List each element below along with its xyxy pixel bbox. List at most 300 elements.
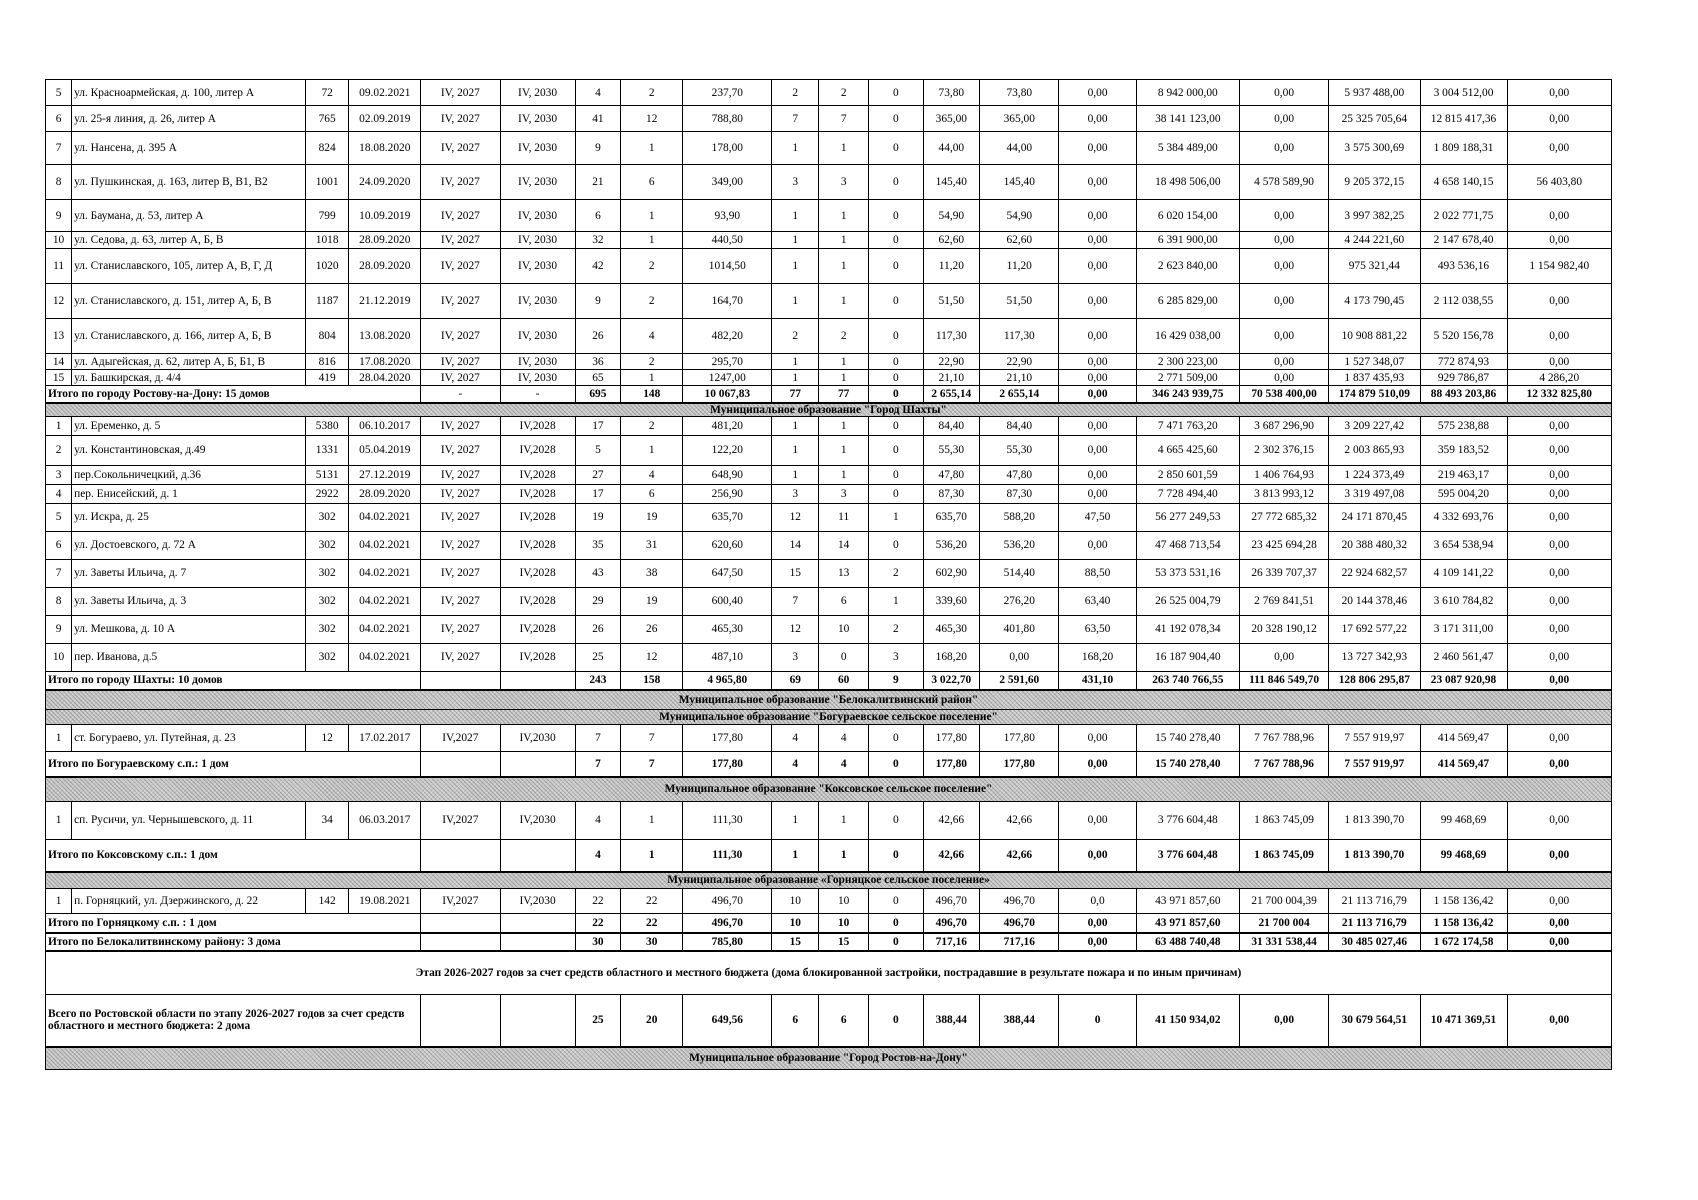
apartments-count: 6 xyxy=(621,484,683,503)
fund-source-4: 0,00 xyxy=(1507,587,1612,615)
rooms-total: 2 xyxy=(772,319,819,354)
rooms-total: 1 xyxy=(772,465,819,484)
rooms-remaining: 2 xyxy=(869,615,923,643)
plan-end: IV, 2030 xyxy=(500,232,575,249)
table-row xyxy=(46,165,1612,200)
area-total: 44,00 xyxy=(923,132,980,165)
rooms-resettled: 10 xyxy=(819,615,869,643)
cost-total: 7 471 763,20 xyxy=(1136,416,1239,435)
rooms-resettled: 1 xyxy=(819,354,869,370)
address: ул. Адыгейская, д. 62, литер А, Б, Б1, В xyxy=(72,354,306,370)
residents-count: 29 xyxy=(575,587,621,615)
cost-total: 56 277 249,53 xyxy=(1136,503,1239,531)
plan-end: IV,2030 xyxy=(500,801,575,839)
cost-total: 2 850 601,59 xyxy=(1136,465,1239,484)
plan-end: IV, 2030 xyxy=(500,200,575,232)
table-row xyxy=(46,465,1612,484)
fund-source-4: 0,00 xyxy=(1507,933,1612,951)
municipality-title: Муниципальное образование "Белокалитвинский район" xyxy=(46,690,1612,709)
rooms-total: 1 xyxy=(772,370,819,386)
apartments-count: 19 xyxy=(621,503,683,531)
area-number: 816 xyxy=(305,354,349,370)
area-resettled: 514,40 xyxy=(980,559,1059,587)
row-number: 14 xyxy=(46,354,72,370)
area-number: 5380 xyxy=(305,416,349,435)
area-resettled: 42,66 xyxy=(980,839,1059,872)
total-area: 295,70 xyxy=(683,354,772,370)
total-area: 496,70 xyxy=(683,888,772,913)
fund-source-4: 0,00 xyxy=(1507,80,1612,106)
fund-source-1: 1 863 745,09 xyxy=(1239,801,1328,839)
plan-end: IV, 2030 xyxy=(500,80,575,106)
total-area: 177,80 xyxy=(683,751,772,777)
area-resettled: 177,80 xyxy=(980,751,1059,777)
plan-start: - xyxy=(421,386,500,403)
fund-source-4: 0,00 xyxy=(1507,484,1612,503)
address: ул. Станиславского, д. 166, литер А, Б, В xyxy=(72,319,306,354)
rooms-resettled: 1 xyxy=(819,435,869,465)
apartments-count: 19 xyxy=(621,587,683,615)
area-total: 496,70 xyxy=(923,913,980,933)
fund-source-2: 4 173 790,45 xyxy=(1329,284,1420,319)
address: ул. Константиновская, д.49 xyxy=(72,435,306,465)
row-number: 9 xyxy=(46,200,72,232)
rooms-total: 77 xyxy=(772,386,819,403)
fund-source-2: 24 171 870,45 xyxy=(1329,503,1420,531)
plan-start: IV, 2027 xyxy=(421,416,500,435)
fund-source-4: 0,00 xyxy=(1507,671,1612,690)
fund-source-3: 575 238,88 xyxy=(1420,416,1507,435)
rooms-resettled: 1 xyxy=(819,132,869,165)
subtotal-label: Итого по Белокалитвинскому району: 3 дома xyxy=(46,933,421,951)
plan-start: IV, 2027 xyxy=(421,319,500,354)
table-row xyxy=(46,531,1612,559)
cost-total: 15 740 278,40 xyxy=(1136,751,1239,777)
area-total: 365,00 xyxy=(923,106,980,132)
fund-source-3: 88 493 203,86 xyxy=(1420,386,1507,403)
row-number: 3 xyxy=(46,465,72,484)
fund-source-3: 4 109 141,22 xyxy=(1420,559,1507,587)
area-resettled: 55,30 xyxy=(980,435,1059,465)
fund-source-4: 0,00 xyxy=(1507,354,1612,370)
plan-end: IV,2028 xyxy=(500,587,575,615)
row-number: 1 xyxy=(46,801,72,839)
rooms-total: 6 xyxy=(772,994,819,1047)
address: ул. Станиславского, д. 151, литер А, Б, В xyxy=(72,284,306,319)
fund-source-2: 20 144 378,46 xyxy=(1329,587,1420,615)
plan-end: IV, 2030 xyxy=(500,284,575,319)
area-remaining: 0,00 xyxy=(1059,484,1136,503)
fund-source-4: 56 403,80 xyxy=(1507,165,1612,200)
address: ул. Пушкинская, д. 163, литер В, В1, В2 xyxy=(72,165,306,200)
stage-header-row xyxy=(46,951,1612,994)
rooms-remaining: 0 xyxy=(869,913,923,933)
stage-title: Этап 2026-2027 годов за счет средств областного и местного бюджета (дома блокированной застройки, пострадавшие в результате пожара и по иным причинам) xyxy=(46,951,1612,994)
plan-end: IV, 2030 xyxy=(500,354,575,370)
apartments-count: 1 xyxy=(621,839,683,872)
fund-source-4: 0,00 xyxy=(1507,503,1612,531)
row-number: 1 xyxy=(46,724,72,751)
total-area: 1014,50 xyxy=(683,249,772,284)
area-total: 635,70 xyxy=(923,503,980,531)
cost-total: 346 243 939,75 xyxy=(1136,386,1239,403)
plan-start: IV, 2027 xyxy=(421,200,500,232)
fund-source-2: 7 557 919,97 xyxy=(1329,751,1420,777)
row-number: 2 xyxy=(46,435,72,465)
residents-count: 243 xyxy=(575,671,621,690)
fund-source-4: 0,00 xyxy=(1507,888,1612,913)
row-number: 6 xyxy=(46,106,72,132)
apartments-count: 1 xyxy=(621,200,683,232)
plan-end: IV,2028 xyxy=(500,531,575,559)
fund-source-4: 0,00 xyxy=(1507,319,1612,354)
residents-count: 36 xyxy=(575,354,621,370)
municipality-header-row xyxy=(46,777,1612,801)
address: ул. Башкирская, д. 4/4 xyxy=(72,370,306,386)
subtotal-row xyxy=(46,839,1612,872)
area-remaining: 0,00 xyxy=(1059,933,1136,951)
address: ст. Богураево, ул. Путейная, д. 23 xyxy=(72,724,306,751)
date: 28.09.2020 xyxy=(349,232,421,249)
area-resettled: 44,00 xyxy=(980,132,1059,165)
address: ул. Седова, д. 63, литер А, Б, В xyxy=(72,232,306,249)
rooms-remaining: 0 xyxy=(869,319,923,354)
table-row xyxy=(46,80,1612,106)
plan-start: IV, 2027 xyxy=(421,531,500,559)
residents-count: 35 xyxy=(575,531,621,559)
date: 19.08.2021 xyxy=(349,888,421,913)
plan-start: IV,2027 xyxy=(421,888,500,913)
apartments-count: 7 xyxy=(621,751,683,777)
fund-source-2: 17 692 577,22 xyxy=(1329,615,1420,643)
area-resettled: 536,20 xyxy=(980,531,1059,559)
rooms-total: 1 xyxy=(772,200,819,232)
rooms-total: 10 xyxy=(772,913,819,933)
area-resettled: 276,20 xyxy=(980,587,1059,615)
fund-source-4: 0,00 xyxy=(1507,839,1612,872)
row-number: 9 xyxy=(46,615,72,643)
residents-count: 9 xyxy=(575,132,621,165)
total-area: 788,80 xyxy=(683,106,772,132)
plan-end: IV,2028 xyxy=(500,615,575,643)
date: 27.12.2019 xyxy=(349,465,421,484)
fund-source-1: 0,00 xyxy=(1239,354,1328,370)
area-remaining: 0,00 xyxy=(1059,80,1136,106)
plan-end: IV,2028 xyxy=(500,559,575,587)
area-number: 302 xyxy=(305,531,349,559)
area-remaining: 0,00 xyxy=(1059,913,1136,933)
area-remaining: 0,00 xyxy=(1059,249,1136,284)
residents-count: 26 xyxy=(575,615,621,643)
area-total: 465,30 xyxy=(923,615,980,643)
row-number: 11 xyxy=(46,249,72,284)
rooms-remaining: 0 xyxy=(869,232,923,249)
rooms-resettled: 10 xyxy=(819,888,869,913)
row-number: 1 xyxy=(46,416,72,435)
subtotal-row xyxy=(46,913,1612,933)
plan-start xyxy=(421,839,500,872)
address: ул. 25-я линия, д. 26, литер А xyxy=(72,106,306,132)
plan-end: IV, 2030 xyxy=(500,106,575,132)
area-total: 47,80 xyxy=(923,465,980,484)
subtotal-label: Итого по городу Ростову-на-Дону: 15 домов xyxy=(46,386,421,403)
fund-source-1: 0,00 xyxy=(1239,80,1328,106)
rooms-resettled: 13 xyxy=(819,559,869,587)
fund-source-4: 0,00 xyxy=(1507,994,1612,1047)
area-remaining: 0,00 xyxy=(1059,416,1136,435)
apartments-count: 148 xyxy=(621,386,683,403)
area-number: 142 xyxy=(305,888,349,913)
fund-source-3: 23 087 920,98 xyxy=(1420,671,1507,690)
row-number: 4 xyxy=(46,484,72,503)
area-remaining: 0,00 xyxy=(1059,132,1136,165)
fund-source-2: 2 003 865,93 xyxy=(1329,435,1420,465)
area-number: 1020 xyxy=(305,249,349,284)
table-row xyxy=(46,354,1612,370)
table-row xyxy=(46,888,1612,913)
area-number: 824 xyxy=(305,132,349,165)
plan-start: IV, 2027 xyxy=(421,132,500,165)
total-area: 237,70 xyxy=(683,80,772,106)
fund-source-3: 3 171 311,00 xyxy=(1420,615,1507,643)
plan-start: IV,2027 xyxy=(421,724,500,751)
area-number: 12 xyxy=(305,724,349,751)
housing-program-table xyxy=(45,79,1612,1070)
fund-source-1: 0,00 xyxy=(1239,370,1328,386)
table-row xyxy=(46,284,1612,319)
area-total: 62,60 xyxy=(923,232,980,249)
row-number: 13 xyxy=(46,319,72,354)
residents-count: 4 xyxy=(575,801,621,839)
municipality-header-row xyxy=(46,690,1612,709)
fund-source-2: 4 244 221,60 xyxy=(1329,232,1420,249)
fund-source-1: 1 863 745,09 xyxy=(1239,839,1328,872)
rooms-total: 1 xyxy=(772,354,819,370)
fund-source-4: 0,00 xyxy=(1507,801,1612,839)
rooms-remaining: 0 xyxy=(869,354,923,370)
fund-source-1: 7 767 788,96 xyxy=(1239,724,1328,751)
municipality-title: Муниципальное образование «Горняцкое сельское поселение» xyxy=(46,872,1612,888)
fund-source-3: 929 786,87 xyxy=(1420,370,1507,386)
cost-total: 43 971 857,60 xyxy=(1136,913,1239,933)
rooms-remaining: 0 xyxy=(869,994,923,1047)
area-remaining: 0,00 xyxy=(1059,801,1136,839)
area-resettled: 496,70 xyxy=(980,913,1059,933)
area-remaining: 0,00 xyxy=(1059,106,1136,132)
rooms-remaining: 0 xyxy=(869,484,923,503)
table-row xyxy=(46,232,1612,249)
fund-source-3: 219 463,17 xyxy=(1420,465,1507,484)
area-remaining: 0,00 xyxy=(1059,531,1136,559)
area-resettled: 401,80 xyxy=(980,615,1059,643)
area-resettled: 388,44 xyxy=(980,994,1059,1047)
date: 04.02.2021 xyxy=(349,615,421,643)
plan-start: IV, 2027 xyxy=(421,370,500,386)
area-total: 388,44 xyxy=(923,994,980,1047)
total-area: 647,50 xyxy=(683,559,772,587)
cost-total: 2 300 223,00 xyxy=(1136,354,1239,370)
fund-source-1: 21 700 004 xyxy=(1239,913,1328,933)
rooms-total: 4 xyxy=(772,724,819,751)
fund-source-3: 2 022 771,75 xyxy=(1420,200,1507,232)
table-row xyxy=(46,106,1612,132)
cost-total: 63 488 740,48 xyxy=(1136,933,1239,951)
area-resettled: 62,60 xyxy=(980,232,1059,249)
plan-end: IV,2028 xyxy=(500,435,575,465)
plan-end: IV,2028 xyxy=(500,484,575,503)
residents-count: 43 xyxy=(575,559,621,587)
residents-count: 22 xyxy=(575,888,621,913)
fund-source-1: 27 772 685,32 xyxy=(1239,503,1328,531)
plan-start: IV, 2027 xyxy=(421,503,500,531)
rooms-remaining: 0 xyxy=(869,724,923,751)
rooms-resettled: 14 xyxy=(819,531,869,559)
fund-source-1: 0,00 xyxy=(1239,106,1328,132)
rooms-resettled: 4 xyxy=(819,751,869,777)
fund-source-2: 30 485 027,46 xyxy=(1329,933,1420,951)
table-row xyxy=(46,587,1612,615)
rooms-total: 1 xyxy=(772,839,819,872)
rooms-total: 3 xyxy=(772,484,819,503)
area-number: 302 xyxy=(305,587,349,615)
apartments-count: 2 xyxy=(621,354,683,370)
date: 10.09.2019 xyxy=(349,200,421,232)
fund-source-4: 0,00 xyxy=(1507,132,1612,165)
apartments-count: 12 xyxy=(621,106,683,132)
rooms-total: 1 xyxy=(772,232,819,249)
date: 06.10.2017 xyxy=(349,416,421,435)
municipality-header-row xyxy=(46,403,1612,417)
municipality-header-row xyxy=(46,709,1612,724)
apartments-count: 4 xyxy=(621,319,683,354)
apartments-count: 22 xyxy=(621,913,683,933)
plan-end: IV, 2030 xyxy=(500,319,575,354)
row-number: 10 xyxy=(46,643,72,671)
rooms-resettled: 2 xyxy=(819,80,869,106)
cost-total: 6 020 154,00 xyxy=(1136,200,1239,232)
date: 04.02.2021 xyxy=(349,531,421,559)
area-resettled: 717,16 xyxy=(980,933,1059,951)
residents-count: 22 xyxy=(575,913,621,933)
fund-source-2: 9 205 372,15 xyxy=(1329,165,1420,200)
area-total: 717,16 xyxy=(923,933,980,951)
fund-source-1: 0,00 xyxy=(1239,249,1328,284)
fund-source-2: 975 321,44 xyxy=(1329,249,1420,284)
total-area: 440,50 xyxy=(683,232,772,249)
area-remaining: 0,0 xyxy=(1059,888,1136,913)
area-remaining: 0,00 xyxy=(1059,386,1136,403)
fund-source-3: 3 004 512,00 xyxy=(1420,80,1507,106)
area-number: 72 xyxy=(305,80,349,106)
subtotal-row xyxy=(46,933,1612,951)
date: 17.02.2017 xyxy=(349,724,421,751)
rooms-resettled: 4 xyxy=(819,724,869,751)
area-resettled: 51,50 xyxy=(980,284,1059,319)
total-area: 785,80 xyxy=(683,933,772,951)
fund-source-1: 0,00 xyxy=(1239,994,1328,1047)
rooms-resettled: 1 xyxy=(819,232,869,249)
subtotal-label: Итого по Богураевскому с.п.: 1 дом xyxy=(46,751,421,777)
rooms-resettled: 1 xyxy=(819,249,869,284)
fund-source-1: 2 769 841,51 xyxy=(1239,587,1328,615)
residents-count: 7 xyxy=(575,724,621,751)
area-total: 22,90 xyxy=(923,354,980,370)
rooms-total: 14 xyxy=(772,531,819,559)
area-resettled: 84,40 xyxy=(980,416,1059,435)
area-remaining: 0,00 xyxy=(1059,839,1136,872)
date: 13.08.2020 xyxy=(349,319,421,354)
fund-source-3: 493 536,16 xyxy=(1420,249,1507,284)
date: 28.09.2020 xyxy=(349,484,421,503)
cost-total: 3 776 604,48 xyxy=(1136,839,1239,872)
fund-source-2: 20 388 480,32 xyxy=(1329,531,1420,559)
area-total: 339,60 xyxy=(923,587,980,615)
apartments-count: 12 xyxy=(621,643,683,671)
area-resettled: 11,20 xyxy=(980,249,1059,284)
fund-source-2: 5 937 488,00 xyxy=(1329,80,1420,106)
area-remaining: 0,00 xyxy=(1059,232,1136,249)
table-row xyxy=(46,559,1612,587)
fund-source-1: 2 302 376,15 xyxy=(1239,435,1328,465)
fund-source-1: 3 813 993,12 xyxy=(1239,484,1328,503)
area-resettled: 22,90 xyxy=(980,354,1059,370)
plan-end: IV,2028 xyxy=(500,643,575,671)
rooms-remaining: 0 xyxy=(869,435,923,465)
rooms-resettled: 0 xyxy=(819,643,869,671)
fund-source-1: 4 578 589,90 xyxy=(1239,165,1328,200)
fund-source-2: 128 806 295,87 xyxy=(1329,671,1420,690)
subtotal-label: Всего по Ростовской области по этапу 2026-2027 годов за счет средств областного и местного бюджета: 2 дома xyxy=(46,994,421,1047)
area-resettled: 145,40 xyxy=(980,165,1059,200)
rooms-total: 12 xyxy=(772,503,819,531)
table-row xyxy=(46,132,1612,165)
rooms-remaining: 0 xyxy=(869,839,923,872)
cost-total: 47 468 713,54 xyxy=(1136,531,1239,559)
fund-source-3: 99 468,69 xyxy=(1420,801,1507,839)
area-number: 804 xyxy=(305,319,349,354)
apartments-count: 22 xyxy=(621,888,683,913)
plan-start: IV, 2027 xyxy=(421,80,500,106)
residents-count: 26 xyxy=(575,319,621,354)
address: ул. Баумана, д. 53, литер А xyxy=(72,200,306,232)
total-area: 620,60 xyxy=(683,531,772,559)
apartments-count: 2 xyxy=(621,249,683,284)
fund-source-3: 1 672 174,58 xyxy=(1420,933,1507,951)
table-row xyxy=(46,503,1612,531)
fund-source-4: 0,00 xyxy=(1507,751,1612,777)
cost-total: 7 728 494,40 xyxy=(1136,484,1239,503)
area-number: 302 xyxy=(305,559,349,587)
apartments-count: 1 xyxy=(621,801,683,839)
row-number: 5 xyxy=(46,80,72,106)
rooms-resettled: 1 xyxy=(819,200,869,232)
rooms-resettled: 2 xyxy=(819,319,869,354)
date: 21.12.2019 xyxy=(349,284,421,319)
plan-start xyxy=(421,994,500,1047)
area-remaining: 0,00 xyxy=(1059,284,1136,319)
fund-source-2: 10 908 881,22 xyxy=(1329,319,1420,354)
area-total: 602,90 xyxy=(923,559,980,587)
residents-count: 7 xyxy=(575,751,621,777)
table-row xyxy=(46,416,1612,435)
fund-source-2: 30 679 564,51 xyxy=(1329,994,1420,1047)
fund-source-2: 21 113 716,79 xyxy=(1329,913,1420,933)
row-number: 8 xyxy=(46,165,72,200)
plan-end: IV, 2030 xyxy=(500,165,575,200)
fund-source-4: 0,00 xyxy=(1507,106,1612,132)
area-total: 42,66 xyxy=(923,839,980,872)
apartments-count: 6 xyxy=(621,165,683,200)
